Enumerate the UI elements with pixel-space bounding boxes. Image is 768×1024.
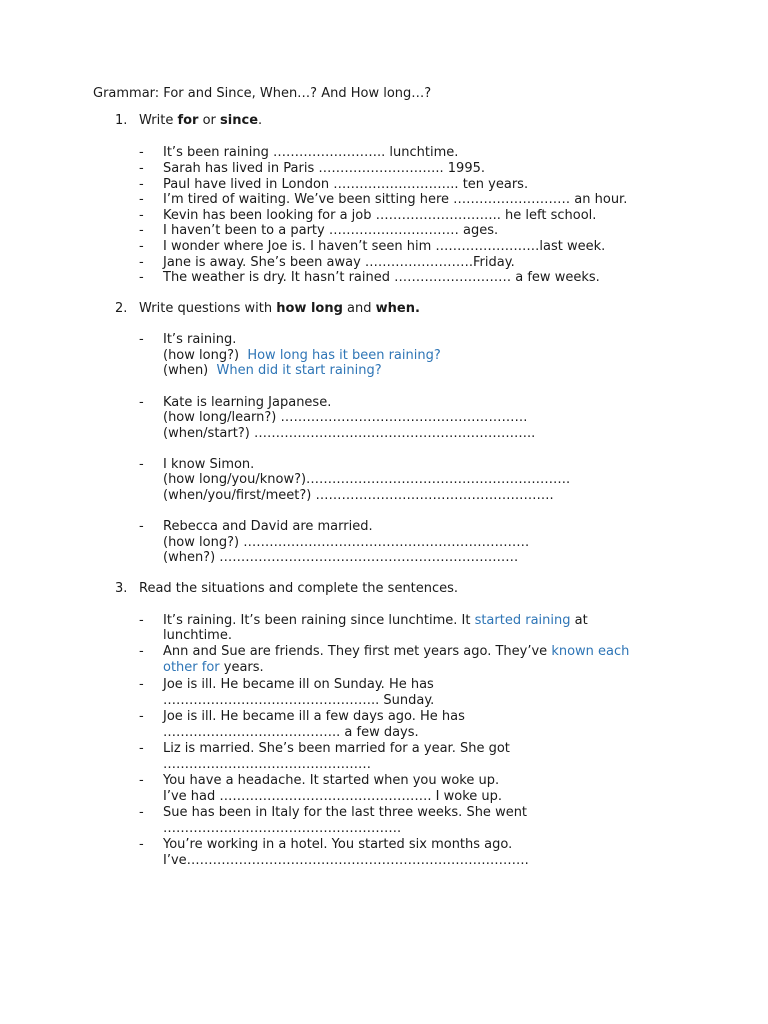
question-lead: Kate is learning Japanese. xyxy=(163,395,332,410)
item-text: The weather is dry. It hasn’t rained ……………………… a few weeks. xyxy=(163,270,600,285)
question-lead: Rebecca and David are married. xyxy=(163,519,373,534)
question-line: (how long?) ………………………………………………………… xyxy=(163,535,530,550)
item-continuation: ………………………………………… xyxy=(163,757,371,772)
heading-bold: when. xyxy=(375,301,420,316)
item-text: Joe is ill. He became ill a few days ago. He has xyxy=(163,709,465,724)
item-text: I’m tired of waiting. We’ve been sitting here ……………………… an hour. xyxy=(163,192,628,207)
question-line: (when/you/first/meet?) ………………………………………………. xyxy=(163,488,554,503)
item-text: You have a headache. It started when you woke up. xyxy=(163,773,500,788)
section-2-heading xyxy=(115,301,420,316)
heading-bold: how long xyxy=(276,301,343,316)
item-continuation: ………………………………….. a few days. xyxy=(163,725,419,740)
item-text: Liz is married. She’s been married for a year. She got xyxy=(163,741,510,756)
item-text: Sue has been in Italy for the last three weeks. She went xyxy=(163,805,528,820)
question-lead: It’s raining. xyxy=(163,332,237,347)
answer-text: other for xyxy=(163,660,220,675)
item-continuation: ………………………………………….. Sunday. xyxy=(163,693,435,708)
heading-bold: for xyxy=(177,113,199,128)
item-continuation: I’ve……………………………………………………………………. xyxy=(163,853,529,868)
question-line xyxy=(163,348,441,364)
page-title: Grammar: For and Since, When…? And How long…? xyxy=(93,86,432,101)
heading-text: Write xyxy=(139,113,178,128)
item-text: It’s been raining …………………….. lunchtime. xyxy=(163,145,459,160)
section-number: 2. xyxy=(115,301,128,316)
answer-text: How long has it been raining? xyxy=(247,348,441,363)
answer-text: known each xyxy=(551,644,630,659)
item-text: Paul have lived in London ……………………….. ten years. xyxy=(163,177,529,192)
document-page: Grammar: For and Since, When…? And How long…? 1. Write for or since. - It’s been raining …………………….. lunchtime. - Sarah has lived in Paris ……………………….. 1995. - Paul have lived in London ……………………….. ten years. - I’m tired of waiting. We’ve been sitting here ……………………… an hour. - Kevin has been looking for a job ……………………….. he left school. - I haven’t been to a party ………………………… ages. - I wonder where Joe is. I haven’t seen him ……………………last week. - Jane is away. She’s been away …………………….Friday. - The weather is dry. It hasn’t rained ……………………… a few weeks. 2. Write questions with how long and when. - It’s raining. (how long?) How long has it been raining? (when) When did it start raining? - Kate is learning Japanese. (how long/learn?) ………………………………………………… (when/start?) ……………………………………………………….. - I know Simon. (how long/you/know?)……………………………………………………. (when/you/first/meet?) ………………………………………………. - Rebecca and David are married. (how long?) ………………………………………………………… (when?) …………………………………………………………… 3. Read the situations and complete the sentences. - It’s raining. It’s been raining since lunchtime. It started raining at lunchtime. - Ann and Sue are friends. They first met years ago. They’ve known each other for years. - Joe is ill. He became ill on Sunday. He has ………………………………………….. Sunday. - Joe is ill. He became ill a few days ago. He has ………………………………….. a few days. - Liz is married. She’s been married for a year. She got ………………………………………… - You have a headache. It started when you woke up. I’ve had …………………………………………. I woke up. - Sue has been in Italy for the last three weeks. She went ………………………………………………. - You’re working in a hotel. You started six months ago. I’ve……………………………………………………………………. xyxy=(93,86,630,868)
question-line: (how long/learn?) ………………………………………………… xyxy=(163,410,528,425)
question-line: (how long/you/know?)……………………………………………………. xyxy=(163,472,571,487)
item-text: Jane is away. She’s been away …………………….Friday. xyxy=(163,255,515,270)
heading-text: Read the situations and complete the sentences. xyxy=(139,581,459,596)
item-text: It’s raining. It’s been raining since lunchtime. It xyxy=(163,613,475,628)
item-text: Joe is ill. He became ill on Sunday. He has xyxy=(163,677,434,692)
item-text: Ann and Sue are friends. They first met years ago. They’ve xyxy=(163,644,552,659)
item-continuation xyxy=(163,660,264,676)
question-prompt: (how long?) xyxy=(163,348,240,363)
item-text: You’re working in a hotel. You started six months ago. xyxy=(163,837,513,852)
item-text: Sarah has lived in Paris ……………………….. 1995. xyxy=(163,161,485,176)
item-text: I haven’t been to a party ………………………… ages. xyxy=(163,223,499,238)
item-continuation: I’ve had …………………………………………. I woke up. xyxy=(163,789,503,804)
heading-bold: since xyxy=(220,113,259,128)
item-continuation: lunchtime. xyxy=(163,628,232,643)
question-line xyxy=(163,363,382,379)
question-lead: I know Simon. xyxy=(163,457,255,472)
question-line: (when/start?) ……………………………………………………….. xyxy=(163,426,536,441)
item-text: I wonder where Joe is. I haven’t seen him ……………………last week. xyxy=(163,239,606,254)
heading-text: . xyxy=(258,113,263,128)
item-text: Kevin has been looking for a job ……………………….. he left school. xyxy=(163,208,597,223)
answer-text: started raining xyxy=(474,613,571,628)
question-line: (when?) …………………………………………………………… xyxy=(163,550,519,565)
heading-text: Write questions with xyxy=(139,301,277,316)
section-number: 1. xyxy=(115,113,128,128)
item-continuation: ………………………………………………. xyxy=(163,821,402,836)
heading-text: and xyxy=(342,301,376,316)
section-3-heading xyxy=(115,581,458,596)
answer-text: When did it start raining? xyxy=(216,363,382,378)
item-text: years. xyxy=(219,660,264,675)
section-1-heading xyxy=(115,113,262,128)
question-prompt: (when) xyxy=(163,363,209,378)
item-text: at xyxy=(570,613,588,628)
heading-text: or xyxy=(198,113,221,128)
section-number: 3. xyxy=(115,581,128,596)
